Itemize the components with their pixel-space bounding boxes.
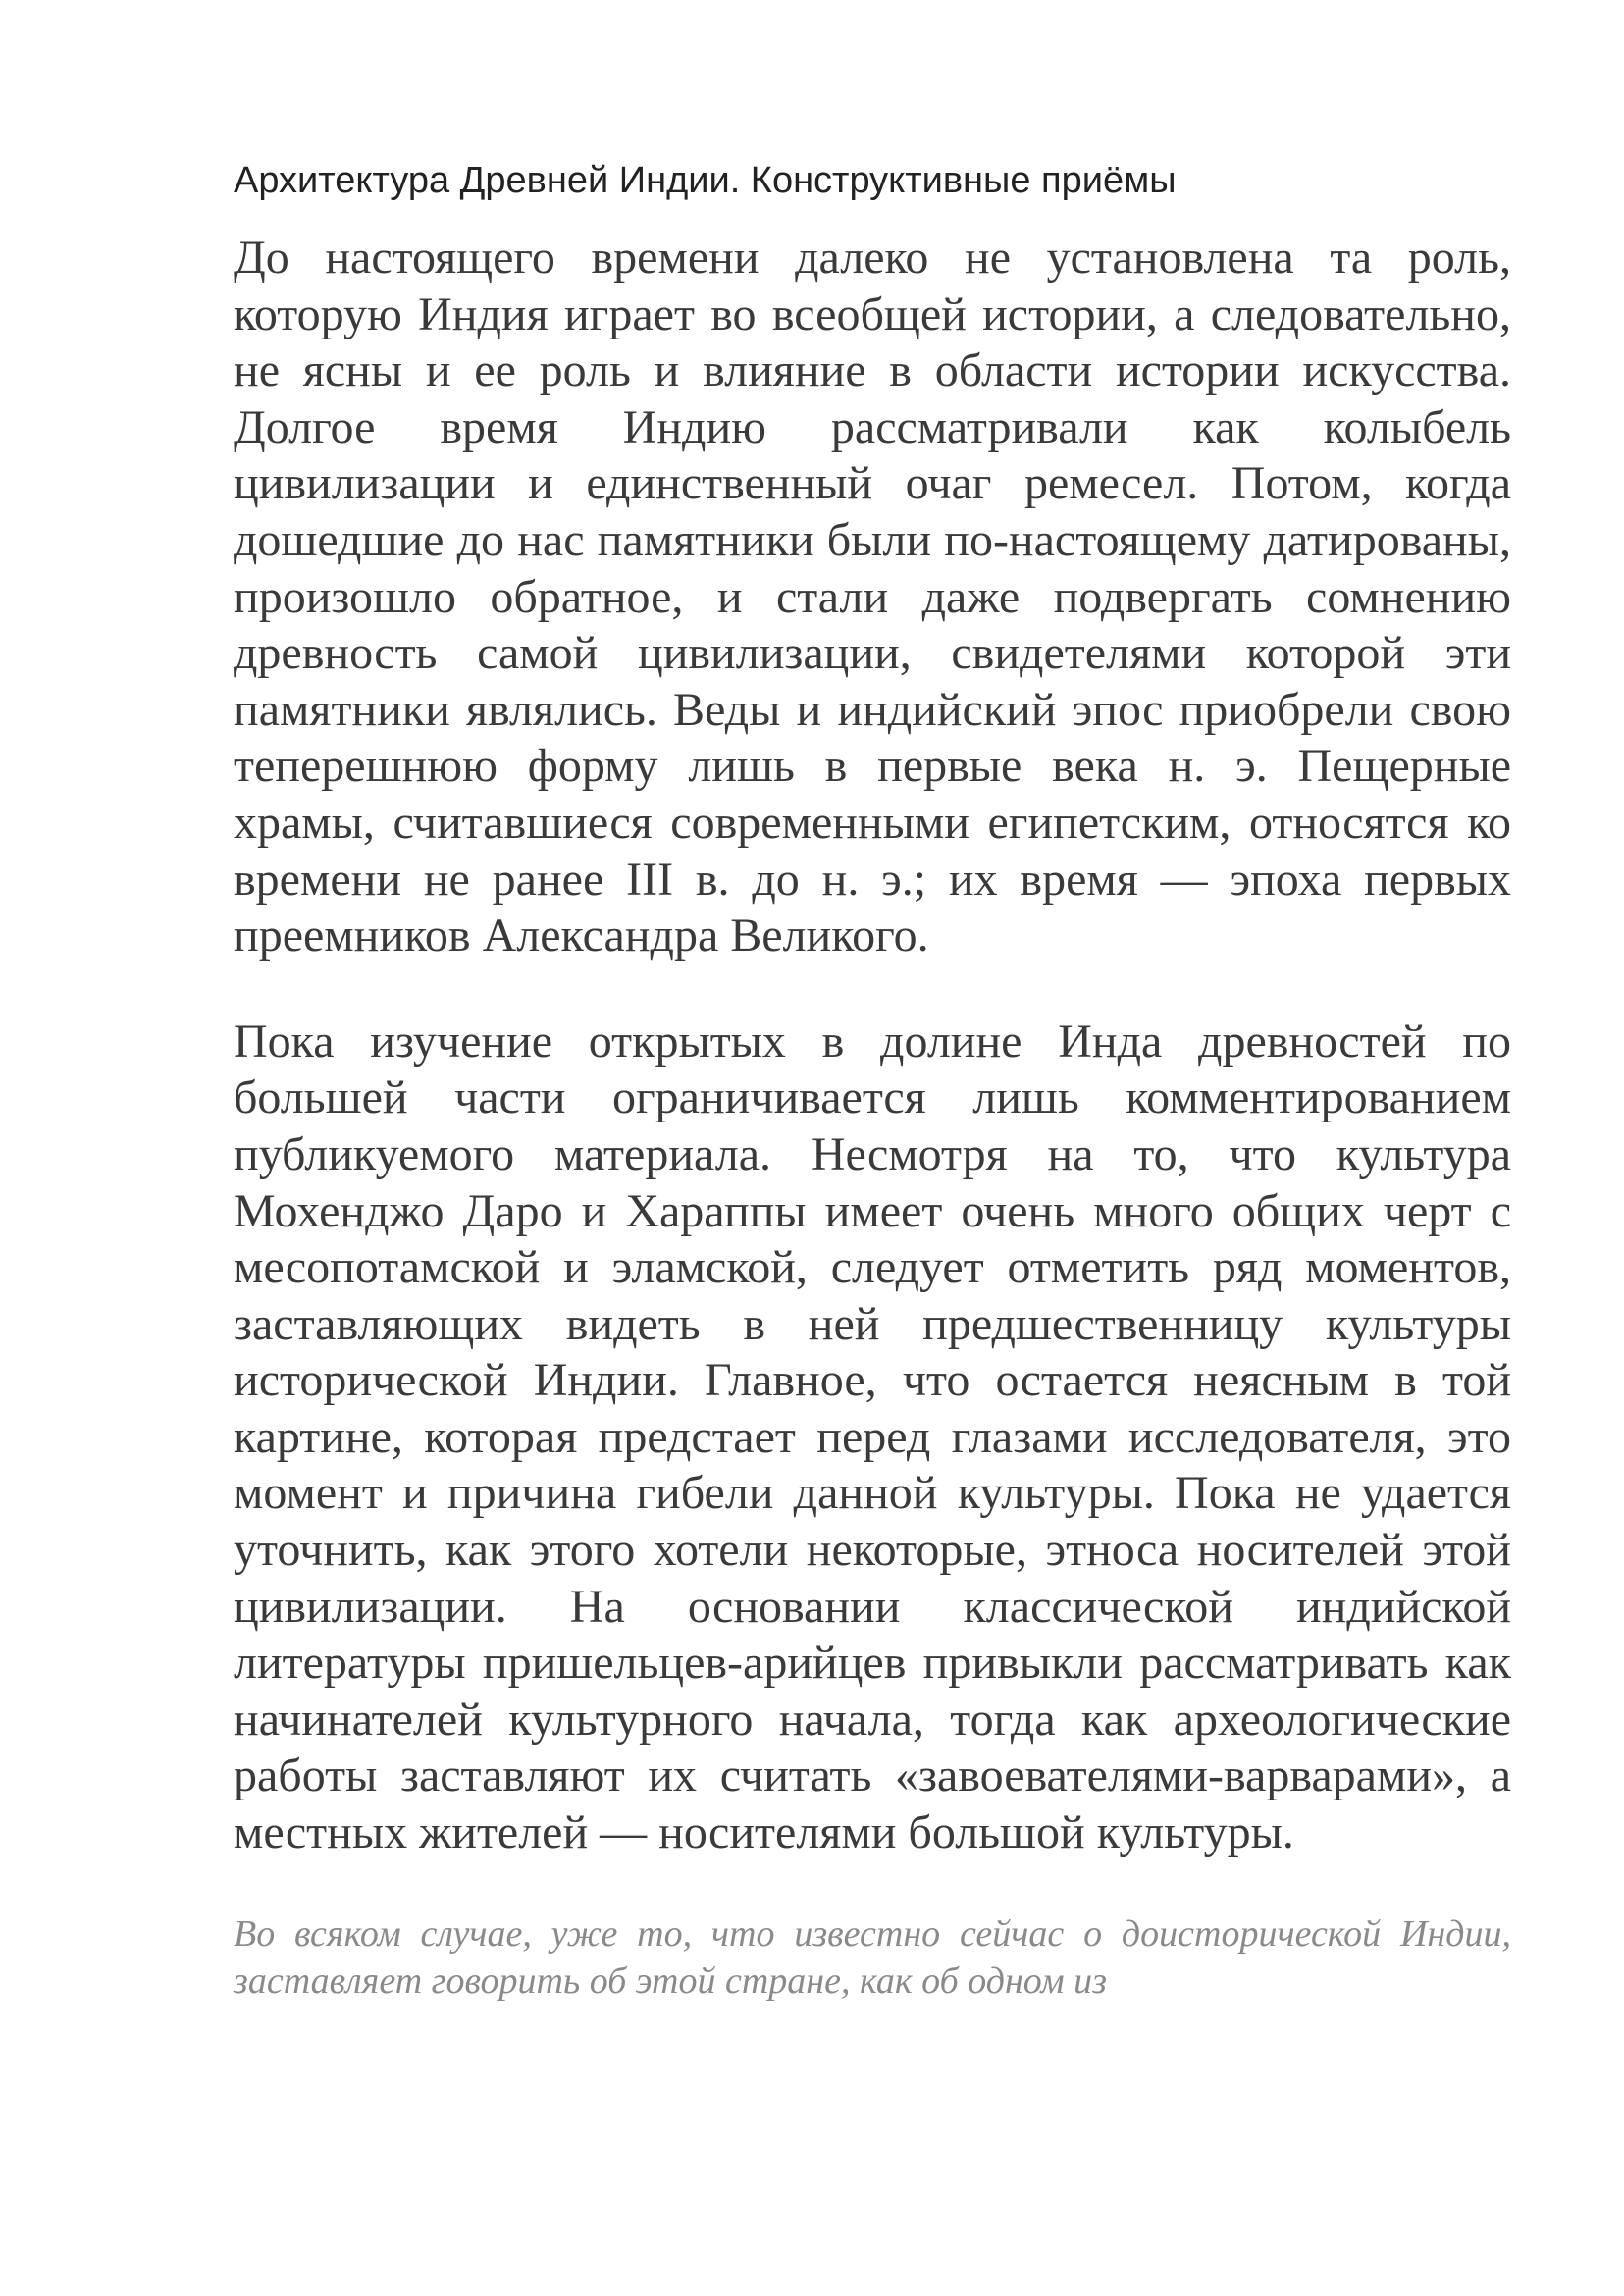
document-body [234,157,1511,2054]
paragraph-2: Пока изучение открытых в долине Инда древностей по большей части ограничивается лишь комментированием публикуемого материала. Несмотря на то, что культура Мохенджо Даро и Хараппы имеет очень много общих черт с месопотамской и эламской, следует отметить ряд моментов, заставляющих видеть в ней предшественницу культуры исторической Индии. Главное, что остается неясным в той картине, которая предстает перед глазами исследователя, это момент и причина гибели данной культуры. Пока не удается уточнить, как этого хотели некоторые, этноса носителей этой цивилизации. На основании классической индийской литературы пришельцев-арийцев привыкли рассматривать как начинателей культурного начала, тогда как археологические работы заставляют их считать «завоевателями-варварами», а местных жителей — носителями большой культуры. [234,1015,1511,1859]
paragraph-3-italic: Во всяком случае, уже то, что известно сейчас о доисторической Индии, заставляет говорить об этой стране, как об одном из [234,1912,1511,2002]
document-heading: Архитектура Древней Индии. Конструктивные приёмы [234,160,1177,201]
paragraph-1: До настоящего времени далеко не установлена та роль, которую Индия играет во всеобщей истории, а следовательно, не ясны и ее роль и влияние в области истории искусства. Долгое время Индию рассматривали как колыбель цивилизации и единственный очаг ремесел. Потом, когда дошедшие до нас памятники были по-настоящему датированы, произошло обратное, и стали даже подвергать сомнению древность самой цивилизации, свидетелями которой эти памятники являлись. Веды и индийский эпос приобрели свою теперешнюю форму лишь в первые века н. э. Пещерные храмы, считавшиеся современными египетским, относятся ко времени не ранее III в. до н. э.; их время — эпоха первых преемников Александра Великого. [234,232,1511,963]
